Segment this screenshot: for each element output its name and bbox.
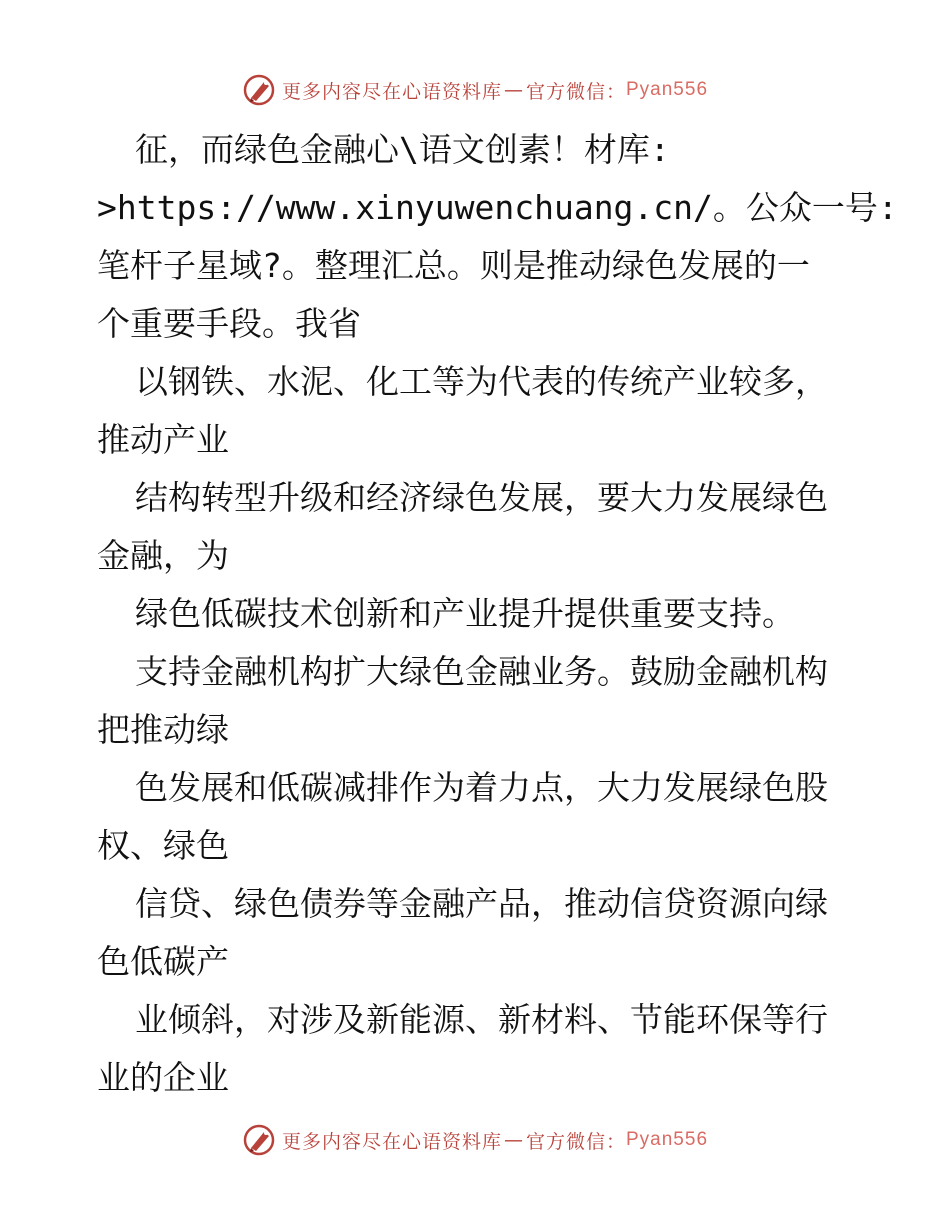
footer-wechat-label: 官方微信： (525, 1130, 626, 1153)
text-line: 色低碳产 (97, 942, 229, 981)
pen-logo-icon (242, 1122, 278, 1158)
text-line: 以钢铁、水泥、化工等为代表的传统产业较多， (135, 362, 828, 401)
text-line: 业的企业 (97, 1058, 229, 1097)
text-line: 金融，为 (97, 536, 229, 575)
text-line: 征，而绿色金融心\语文创素！材库: (135, 130, 670, 169)
footer-wechat-id: Pyan556 (626, 1129, 709, 1150)
header-wechat-label: 官方微信： (525, 80, 626, 103)
header-banner (0, 70, 950, 110)
text-line: 把推动绿 (97, 710, 229, 749)
footer-separator: — (503, 1129, 524, 1151)
footer-brand-text: 更多内容尽在心语资料库 (281, 1130, 502, 1153)
text-line: 结构转型升级和经济绿色发展，要大力发展绿色 (135, 478, 828, 517)
text-line: 支持金融机构扩大绿色金融业务。鼓励金融机构 (135, 652, 828, 691)
header-separator: — (503, 79, 524, 101)
text-line: 业倾斜，对涉及新能源、新材料、节能环保等行 (135, 1000, 828, 1039)
text-line: 绿色低碳技术创新和产业提升提供重要支持。 (135, 594, 795, 633)
text-line: 个重要手段。我省 (97, 304, 361, 343)
header-wechat-id: Pyan556 (626, 79, 709, 100)
text-line: 信贷、绿色债券等金融产品，推动信贷资源向绿 (135, 884, 828, 923)
text-line: 权、绿色 (97, 826, 229, 865)
text-line: 笔杆子星域?。整理汇总。则是推动绿色发展的一 (97, 246, 810, 285)
footer-banner (0, 1120, 950, 1160)
pen-logo-icon (242, 72, 278, 108)
text-line: 推动产业 (97, 420, 229, 459)
header-brand-text: 更多内容尽在心语资料库 (281, 80, 502, 103)
text-line: >https://www.xinyuwenchuang.cn/。公众一号: (97, 188, 898, 227)
text-line: 色发展和低碳减排作为着力点，大力发展绿色股 (135, 768, 828, 807)
document-body (97, 121, 898, 1107)
